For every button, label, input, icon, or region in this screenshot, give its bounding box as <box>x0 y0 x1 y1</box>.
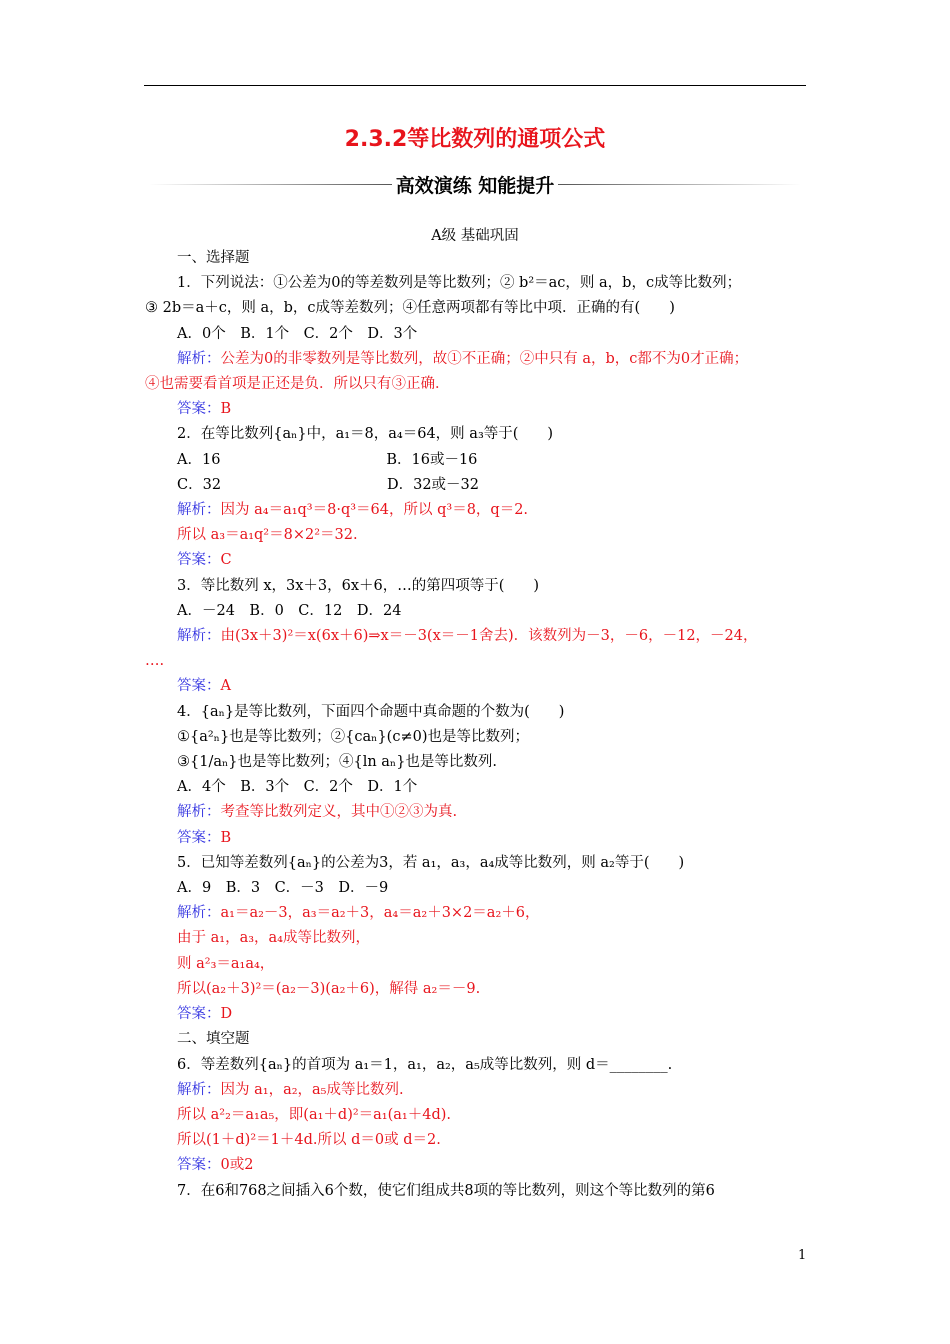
text-line <box>145 700 810 725</box>
solution-text: 0或2 <box>220 1157 254 1174</box>
text-line <box>145 422 810 447</box>
solution-text: C <box>220 552 232 569</box>
text-line <box>145 448 810 473</box>
question-text: A．9 B．3 C．－3 D．－9 <box>177 880 389 897</box>
text-line <box>145 372 810 397</box>
text-line <box>145 1027 810 1052</box>
text-line <box>145 1103 810 1128</box>
question-text: 3．等比数列 x，3x＋3，6x＋6，…的第四项等于( ) <box>177 577 540 594</box>
text-line <box>145 725 810 750</box>
solution-text: 所以 a₃＝a₁q²＝8×2²＝32. <box>177 527 358 544</box>
answer-label: 解析： <box>177 628 221 645</box>
question-text: C．32 D．32或－32 <box>177 476 480 493</box>
solution-text: 因为 a₁，a₂，a₅成等比数列. <box>220 1081 404 1098</box>
text-line <box>145 473 810 498</box>
solution-text: 考查等比数列定义，其中①②③为真. <box>220 804 458 821</box>
text-line <box>145 901 810 926</box>
solution-text: 公差为0的非零数列是等比数列，故①不正确；②中只有 a，b，c都不为0才正确； <box>220 350 749 367</box>
question-text: 一、选择题 <box>177 250 250 266</box>
answer-label: 答案： <box>177 829 221 846</box>
subtitle: 高效演练 知能提升 <box>395 174 555 197</box>
text-line <box>145 523 810 548</box>
answer-label: 解析： <box>177 502 221 519</box>
subtitle-banner <box>150 170 800 198</box>
text-line <box>145 800 810 825</box>
answer-label: 解析： <box>177 350 221 367</box>
page-title: 2.3.2等比数列的通项公式 <box>344 127 606 152</box>
question-text: 4．{aₙ}是等比数列，下面四个命题中真命题的个数为( ) <box>177 703 565 720</box>
answer-label: 答案： <box>177 678 221 695</box>
text-line <box>145 1179 810 1204</box>
question-text: 2．在等比数列{aₙ}中，a₁＝8，a₄＝64，则 a₃等于( ) <box>177 426 554 443</box>
subtitle-right-rule <box>558 184 800 185</box>
text-line <box>145 1153 810 1178</box>
solution-text: …. <box>145 653 165 670</box>
text-line <box>145 624 810 649</box>
solution-text: ④也需要看首项是正还是负．所以只有③正确． <box>145 376 450 393</box>
solution-text: 所以(a₂＋3)²＝(a₂－3)(a₂＋6)，解得 a₂＝－9. <box>177 980 481 997</box>
question-text: A．16 B．16或－16 <box>177 451 478 468</box>
subtitle-left-rule <box>150 184 392 185</box>
text-line <box>145 775 810 800</box>
answer-label: 答案： <box>177 1006 221 1023</box>
text-line <box>145 271 810 296</box>
text-line <box>145 599 810 624</box>
answer-label: 解析： <box>177 905 221 922</box>
text-line <box>145 750 810 775</box>
solution-text: 由(3x＋3)²＝x(6x＋6)⇒x＝－3(x＝－1舍去)．该数列为－3，－6，－12，－24， <box>220 628 758 645</box>
section-level-heading: A级 基础巩固 <box>431 228 519 244</box>
text-line <box>145 1002 810 1027</box>
solution-text: 因为 a₄＝a₁q³＝8·q³＝64，所以 q³＝8，q＝2. <box>220 502 529 519</box>
page-number: 1 <box>798 1248 807 1263</box>
question-text: A．－24 B．0 C．12 D．24 <box>177 602 402 619</box>
solution-text: 所以 a²₂＝a₁a₅，即(a₁＋d)²＝a₁(a₁＋4d). <box>177 1106 452 1123</box>
text-line <box>145 977 810 1002</box>
answer-label: 解析： <box>177 1081 221 1098</box>
question-text: 7．在6和768之间插入6个数，使它们组成共8项的等比数列，则这个等比数列的第6 <box>177 1182 715 1199</box>
text-line <box>145 498 810 523</box>
text-line <box>145 1078 810 1103</box>
solution-text: 由于 a₁，a₃，a₄成等比数列， <box>177 930 370 947</box>
text-line <box>145 347 810 372</box>
solution-text: B <box>220 829 232 846</box>
question-text: 二、填空题 <box>177 1031 250 1048</box>
answer-label: 答案： <box>177 552 221 569</box>
text-line <box>145 548 810 573</box>
solution-text: 所以(1＋d)²＝1＋4d.所以 d＝0或 d＝2. <box>177 1132 441 1149</box>
text-line <box>145 674 810 699</box>
question-text: ①{a²ₙ}也是等比数列；②{caₙ}(c≠0)也是等比数列； <box>177 728 529 745</box>
solution-text: 则 a²₃＝a₁a₄， <box>177 955 275 972</box>
question-text: A．4个 B．3个 C．2个 D．1个 <box>177 779 418 796</box>
text-line <box>145 246 810 271</box>
question-text: ③{1/aₙ}也是等比数列；④{ln aₙ}也是等比数列. <box>177 754 498 771</box>
text-line <box>145 296 810 321</box>
text-line <box>145 1128 810 1153</box>
question-text: 1．下列说法：①公差为0的等差数列是等比数列；② b²＝ac，则 a，b，c成等比数列； <box>177 275 742 292</box>
answer-label: 解析： <box>177 804 221 821</box>
solution-text: a₁＝a₂－3，a₃＝a₂＋3，a₄＝a₂＋3×2＝a₂＋6， <box>220 905 540 922</box>
text-line <box>145 952 810 977</box>
text-line <box>145 1053 810 1078</box>
text-line <box>145 397 810 422</box>
text-line <box>145 926 810 951</box>
question-text: 6．等差数列{aₙ}的首项为 a₁＝1，a₁，a₂，a₅成等比数列，则 d＝________. <box>177 1056 673 1073</box>
solution-text: D <box>220 1006 233 1023</box>
solution-text: A <box>220 678 231 695</box>
text-line <box>145 826 810 851</box>
header-rule <box>144 85 806 86</box>
document-body <box>145 246 810 1204</box>
text-line <box>145 851 810 876</box>
text-line <box>145 322 810 347</box>
question-text: A．0个 B．1个 C．2个 D．3个 <box>177 325 418 342</box>
text-line <box>145 649 810 674</box>
text-line <box>145 574 810 599</box>
question-text: ③ 2b＝a＋c，则 a，b，c成等差数列；④任意两项都有等比中项．正确的有( ) <box>145 300 675 317</box>
answer-label: 答案： <box>177 401 221 418</box>
solution-text: B <box>220 401 232 418</box>
answer-label: 答案： <box>177 1157 221 1174</box>
question-text: 5．已知等差数列{aₙ}的公差为3，若 a₁，a₃，a₄成等比数列，则 a₂等于( ) <box>177 854 685 871</box>
text-line <box>145 876 810 901</box>
